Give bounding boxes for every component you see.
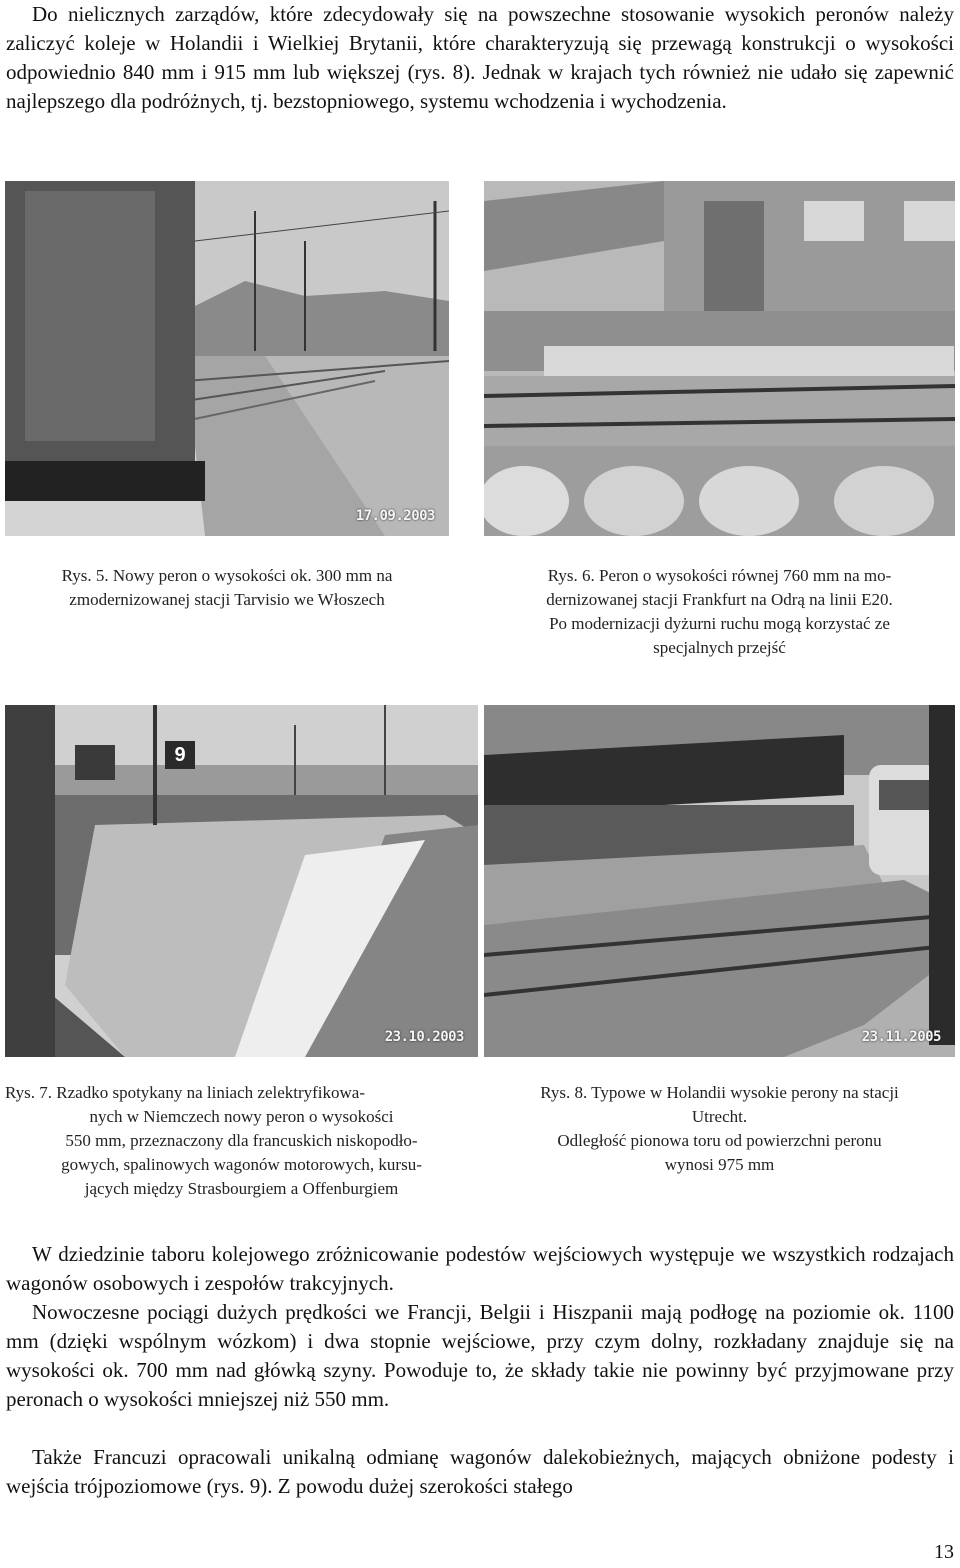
caption-line: gowych, spalinowych wagonów motorowych, kursu- bbox=[61, 1155, 422, 1174]
caption-line: Rys. 6. Peron o wysokości równej 760 mm na mo- bbox=[547, 566, 892, 585]
figure-8-caption bbox=[484, 1081, 955, 1177]
caption-line: dernizowanej stacji Frankfurt na Odrą na linii E20. bbox=[546, 590, 893, 609]
caption-line: specjalnych przejść bbox=[653, 638, 786, 657]
caption-line: zmodernizowanej stacji Tarvisio we Włoszech bbox=[69, 590, 385, 609]
figure-5-caption bbox=[5, 564, 449, 612]
caption-line: jących między Strasbourgiem a Offenburgiem bbox=[84, 1179, 399, 1198]
figure-5-date-stamp: 17.09.2003 bbox=[355, 508, 435, 524]
caption-line: Odległość pionowa toru od powierzchni peronu bbox=[557, 1131, 882, 1150]
page-number: 13 bbox=[934, 1541, 954, 1563]
intro-paragraph: Do nielicznych zarządów, które zdecydowały się na powszechne stosowanie wysokich peronów należy zaliczyć koleje w Holandii i Wielkiej Brytanii, które charakteryzują się przewagą konstrukcji o wysokości odpowiednio 840 mm i 915 mm lub większej (rys. 8). Jednak w krajach tych również nie udało się zapewnić najlepszego dla podróżnych, tj. bezstopniowego, systemu wchodzenia i wychodzenia. bbox=[6, 2, 954, 113]
figure-5-photo bbox=[5, 181, 449, 536]
caption-line: Rys. 8. Typowe w Holandii wysokie perony na stacji bbox=[540, 1083, 899, 1102]
caption-line: Po modernizacji dyżurni ruchu mogą korzystać ze bbox=[549, 614, 890, 633]
figure-8-photo bbox=[484, 705, 955, 1057]
caption-line: 550 mm, przeznaczony dla francuskich niskopodło- bbox=[65, 1131, 418, 1150]
utrecht-platform-image bbox=[484, 705, 955, 1057]
caption-line: nych w Niemczech nowy peron o wysokości bbox=[89, 1107, 394, 1126]
caption-line: Rys. 7. Rzadko spotykany na liniach zelektryfikowa- bbox=[5, 1083, 366, 1102]
caption-line: Rys. 5. Nowy peron o wysokości ok. 300 mm na bbox=[61, 566, 393, 585]
platform-number-sign: 9 bbox=[174, 744, 186, 766]
figure-6-photo bbox=[484, 181, 955, 536]
body-paragraph: Także Francuzi opracowali unikalną odmianę wagonów dalekobieżnych, mających obniżone podesty i wejścia trójpoziomowe (rys. 9). Z powodu dużej szerokości stałego bbox=[6, 1445, 954, 1498]
figure-6-caption bbox=[484, 564, 955, 660]
caption-line: Utrecht. bbox=[691, 1107, 748, 1126]
offenburg-platform-image bbox=[5, 705, 478, 1057]
frankfurt-platform-image bbox=[484, 181, 955, 536]
body-paragraph: Nowoczesne pociągi dużych prędkości we Francji, Belgii i Hiszpanii mają podłogę na poziomie ok. 1100 mm (dzięki wspólnym wózkom) i dwa stopnie wejściowe, przy czym dolny, rozkładany znajduje się na wysokości ok. 700 mm nad główką szyny. Powoduje to, że składy takie nie powinny być przyjmowane przy peronach o wysokości mniejszej niż 550 mm. bbox=[6, 1300, 954, 1411]
tarvisio-platform-image bbox=[5, 181, 449, 536]
figure-7-caption bbox=[5, 1081, 478, 1201]
figure-7-photo bbox=[5, 705, 478, 1057]
figure-7-date-stamp: 23.10.2003 bbox=[384, 1029, 464, 1045]
figure-8-date-stamp: 23.11.2005 bbox=[861, 1029, 941, 1045]
body-paragraph: W dziedzinie taboru kolejowego zróżnicowanie podestów wejściowych występuje we wszystkich rodzajach wagonów osobowych i zespołów trakcyjnych. bbox=[6, 1242, 954, 1295]
caption-line: wynosi 975 mm bbox=[664, 1155, 775, 1174]
